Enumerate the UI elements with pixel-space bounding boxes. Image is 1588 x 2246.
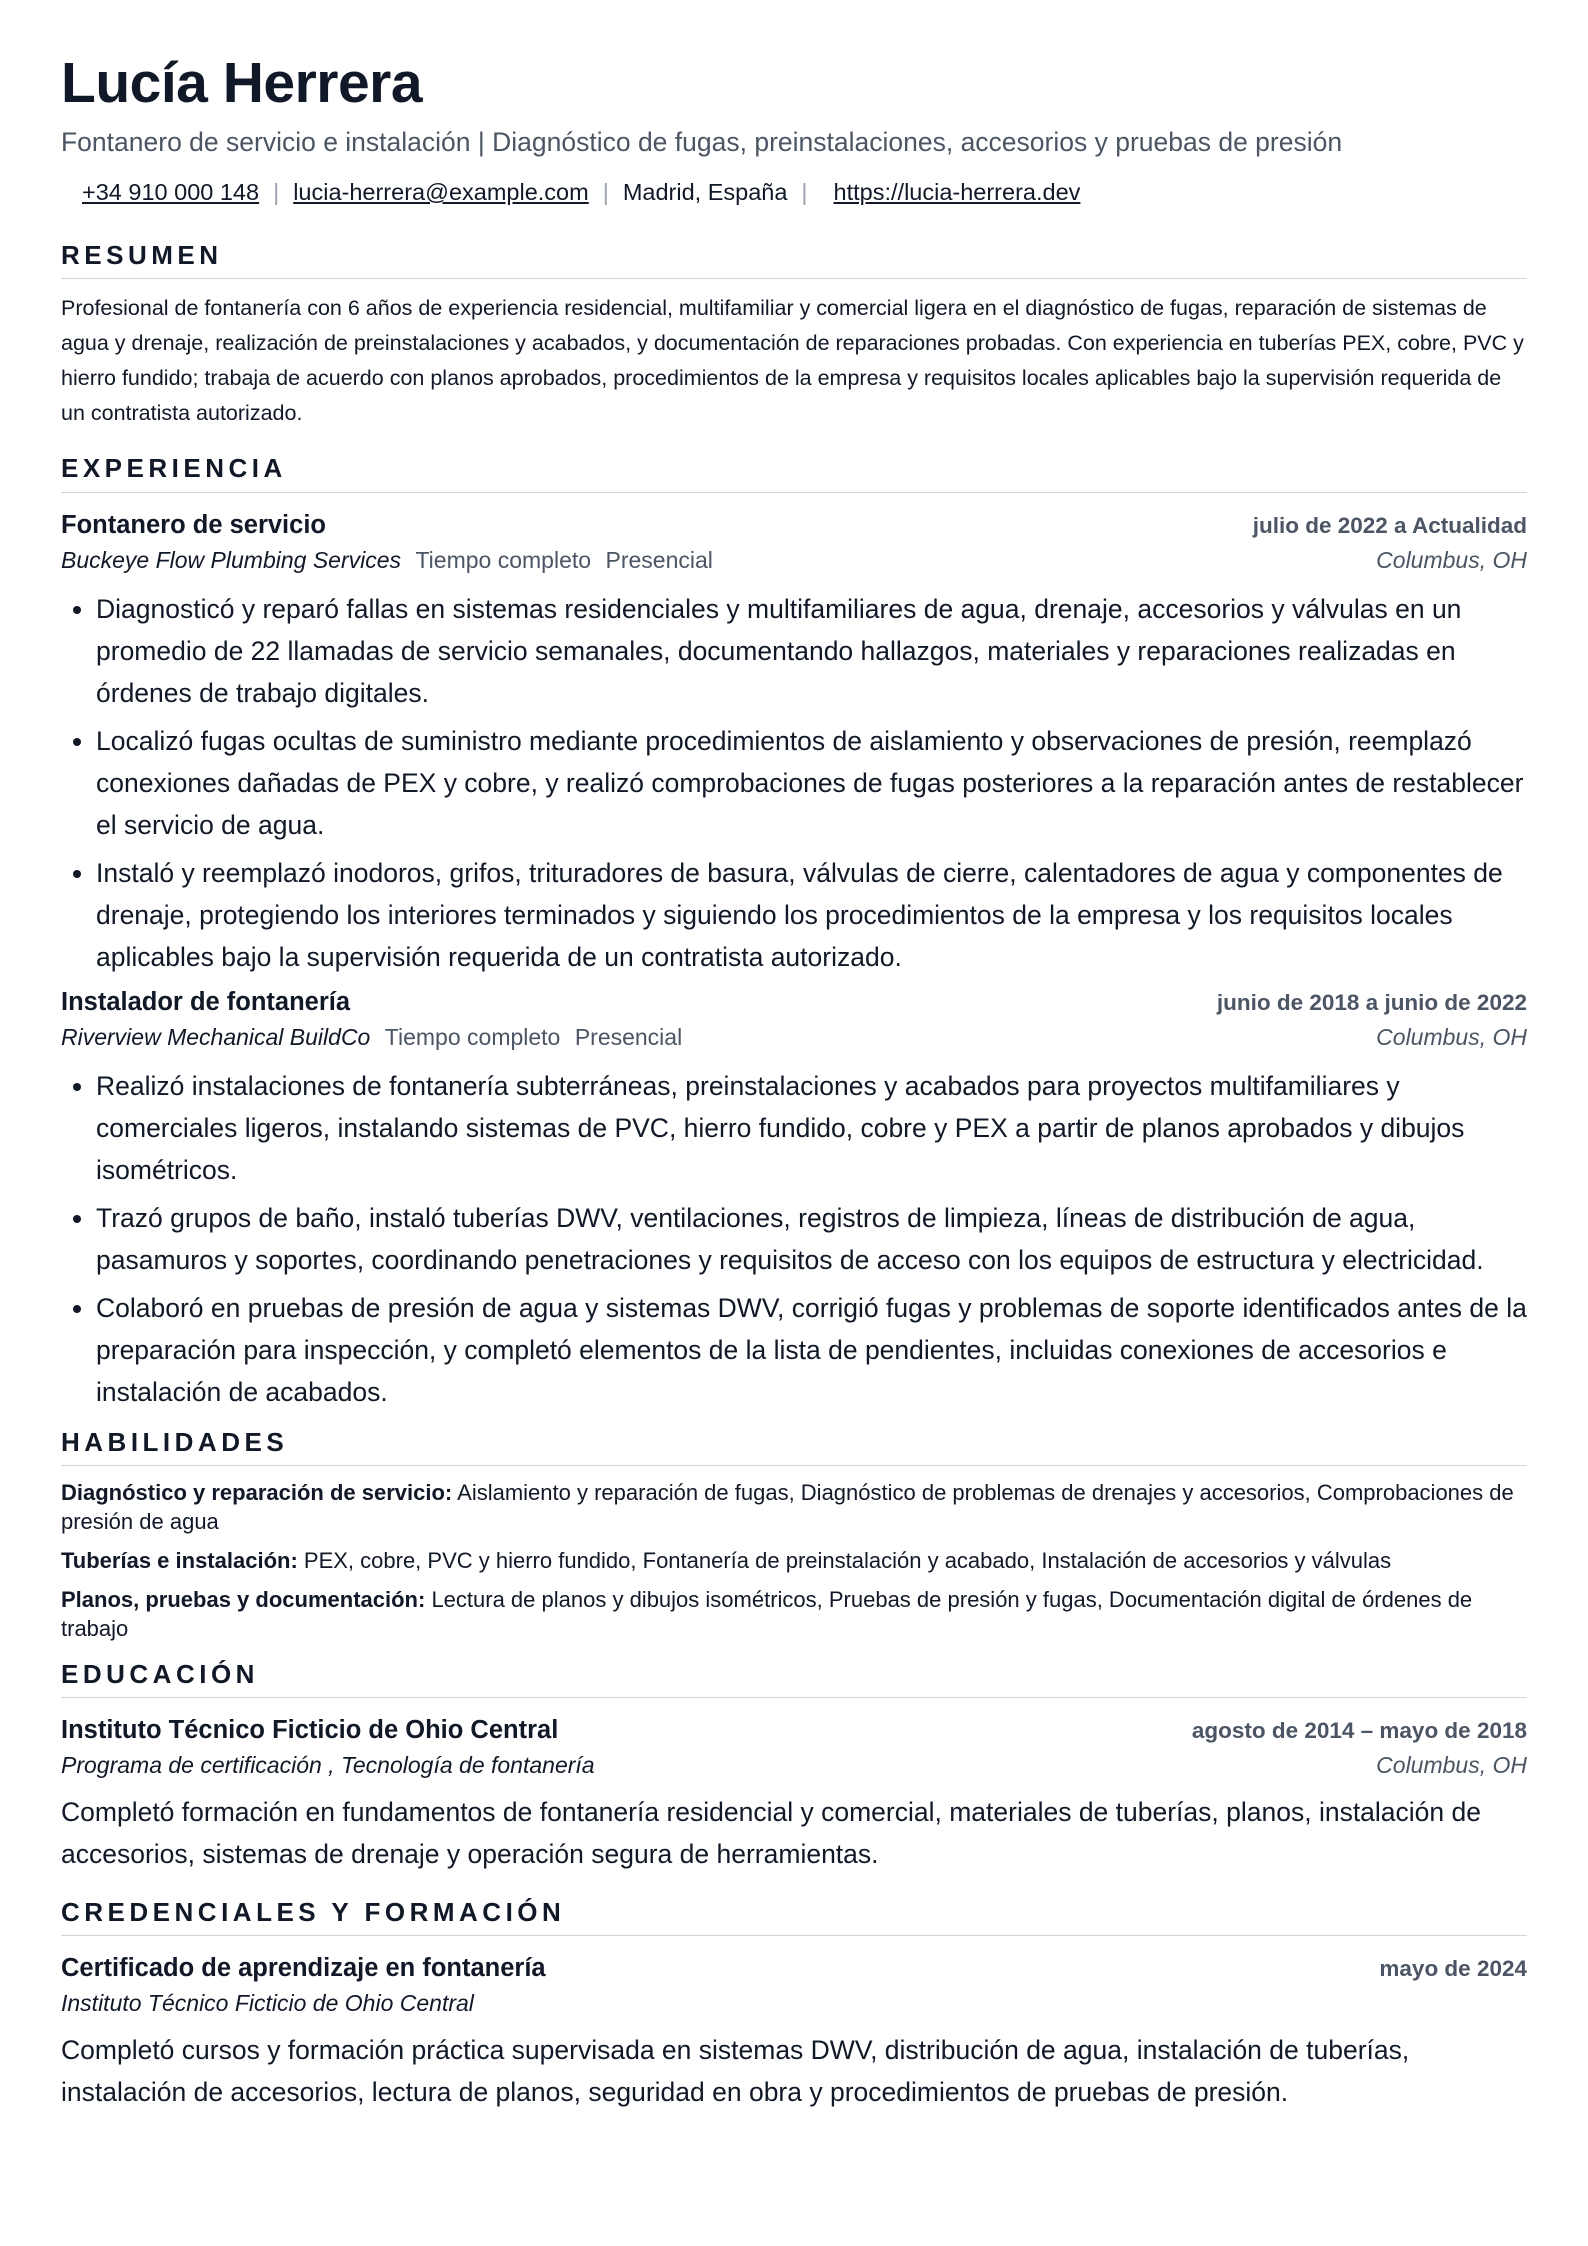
section-title-summary: RESUMEN [61, 240, 1527, 279]
job-location: Columbus, OH [1376, 1023, 1527, 1050]
job-title: Instalador de fontanería [61, 987, 351, 1016]
credential-date: mayo de 2024 [1379, 1956, 1527, 1982]
job-location: Columbus, OH [1376, 546, 1527, 573]
list-item: • Realizó instalaciones de fontanería subterráneas, preinstalaciones y acabados para proyectos multifamiliares y comerciales ligeros, instalando sistemas de PVC, hierro fundido, cobre y PEX a partir de planos aprobados y dibujos isométricos. [96, 1065, 1527, 1191]
list-item: • Localizó fugas ocultas de suministro mediante procedimientos de aislamiento y observaciones de presión, reemplazó conexiones dañadas de PEX y cobre, y realizó comprobaciones de fugas posteriores a la reparación antes de restablecer el servicio de agua. [96, 720, 1527, 846]
company-name: Riverview Mechanical BuildCo [61, 1023, 371, 1050]
skill-group-items: PEX, cobre, PVC y hierro fundido, Fontanería de preinstalación y acabado, Instalación de accesorios y válvulas [303, 1547, 1392, 1573]
job-title: Fontanero de servicio [61, 510, 326, 539]
job-entry [61, 511, 1527, 978]
company-name: Buckeye Flow Plumbing Services [61, 546, 402, 573]
work-mode: Presencial [574, 1023, 683, 1050]
credential-name: Certificado de aprendizaje en fontanería [61, 1954, 546, 1983]
email-link[interactable]: lucia-herrera@example.com [293, 179, 589, 206]
website-link[interactable]: https://lucia-herrera.dev [833, 179, 1081, 206]
list-item: • Trazó grupos de baño, instaló tuberías DWV, ventilaciones, registros de limpieza, líneas de distribución de agua, pasamuros y soportes, coordinando penetraciones y requisitos de acceso con los equipos de estructura y electricidad. [96, 1197, 1527, 1281]
skill-group-label: Planos, pruebas y documentación: [61, 1586, 426, 1612]
skill-group-items: Aislamiento y reparación de fugas, Diagnóstico de problemas de drenajes y accesorios, Comprobaciones de presión de agua [61, 1479, 1514, 1534]
skill-group-label: Tuberías e instalación: [61, 1547, 298, 1573]
job-bullets [61, 1065, 1527, 1413]
section-title-education: EDUCACIÓN [61, 1659, 1527, 1698]
education-description: Completó formación en fundamentos de fontanería residencial y comercial, materiales de tuberías, planos, instalación de accesorios, sistemas de drenaje y operación segura de herramientas. [61, 1796, 1482, 1869]
credential-description: Completó cursos y formación práctica supervisada en sistemas DWV, distribución de agua, instalación de tuberías, instalación de accesorios, lectura de planos, seguridad en obra y procedimientos de pruebas de presión. [61, 2035, 1410, 2108]
employment-type: Tiempo completo [384, 1023, 561, 1050]
location-text: Madrid, España [622, 179, 788, 206]
phone-link[interactable]: +34 910 000 148 [82, 179, 260, 206]
job-bullets [61, 588, 1527, 978]
employment-type: Tiempo completo [415, 546, 592, 573]
education-location: Columbus, OH [1376, 1751, 1527, 1778]
work-mode: Presencial [605, 546, 713, 573]
education-dates: agosto de 2014 – mayo de 2018 [1191, 1717, 1527, 1743]
program-name: Programa de certificación , Tecnología de fontanería [61, 1751, 595, 1778]
job-dates: julio de 2022 a Actualidad [1252, 512, 1527, 538]
job-dates: junio de 2018 a junio de 2022 [1216, 989, 1527, 1015]
skill-group-items: Lectura de planos y dibujos isométricos, Pruebas de presión y fugas, Documentación digital de órdenes de trabajo [61, 1586, 1473, 1641]
contact-separator: | [801, 179, 808, 206]
school-name: Instituto Técnico Ficticio de Ohio Central [61, 1715, 559, 1744]
headline: Fontanero de servicio e instalación | Diagnóstico de fugas, preinstalaciones, accesorios y pruebas de presión [61, 126, 1343, 157]
section-title-experience: EXPERIENCIA [61, 453, 1527, 492]
list-item: • Instaló y reemplazó inodoros, grifos, trituradores de basura, válvulas de cierre, calentadores de agua y componentes de drenaje, protegiendo los interiores terminados y siguiendo los procedimientos de la empresa y los requisitos locales aplicables bajo la supervisión requerida de un contratista autorizado. [96, 852, 1527, 978]
credential-issuer: Instituto Técnico Ficticio de Ohio Central [61, 1990, 474, 2017]
credential-entry [61, 1954, 1527, 2113]
contact-bar [61, 179, 1527, 206]
education-entry [61, 1716, 1527, 1875]
skills-list [61, 1478, 1527, 1643]
job-entry [61, 988, 1527, 1413]
contact-separator: | [602, 179, 609, 206]
list-item: • Colaboró en pruebas de presión de agua y sistemas DWV, corrigió fugas y problemas de soporte identificados antes de la preparación para inspección, y completó elementos de la lista de pendientes, incluidas conexiones de accesorios e instalación de acabados. [96, 1287, 1527, 1413]
skill-group [61, 1585, 1527, 1643]
skill-group [61, 1546, 1527, 1575]
skill-group-label: Diagnóstico y reparación de servicio: [61, 1479, 453, 1505]
summary-text: Profesional de fontanería con 6 años de experiencia residencial, multifamiliar y comercial ligera en el diagnóstico de fugas, reparación de sistemas de agua y drenaje, realización de preinstalaciones y acabados, y documentación de reparaciones probadas. Con experiencia en tuberías PEX, cobre, PVC y hierro fundido; trabaja de acuerdo con planos aprobados, procedimientos de la empresa y requisitos locales aplicables bajo la supervisión requerida de un contratista autorizado. [61, 296, 1524, 426]
section-title-skills: HABILIDADES [61, 1427, 1527, 1466]
contact-separator: | [273, 179, 280, 206]
skill-group [61, 1478, 1527, 1536]
candidate-name: Lucía Herrera [61, 51, 423, 115]
section-title-credentials: CREDENCIALES Y FORMACIÓN [61, 1897, 1527, 1936]
list-item: • Diagnosticó y reparó fallas en sistemas residenciales y multifamiliares de agua, drenaje, accesorios y válvulas en un promedio de 22 llamadas de servicio semanales, documentando hallazgos, materiales y reparaciones realizadas en órdenes de trabajo digitales. [96, 588, 1527, 714]
